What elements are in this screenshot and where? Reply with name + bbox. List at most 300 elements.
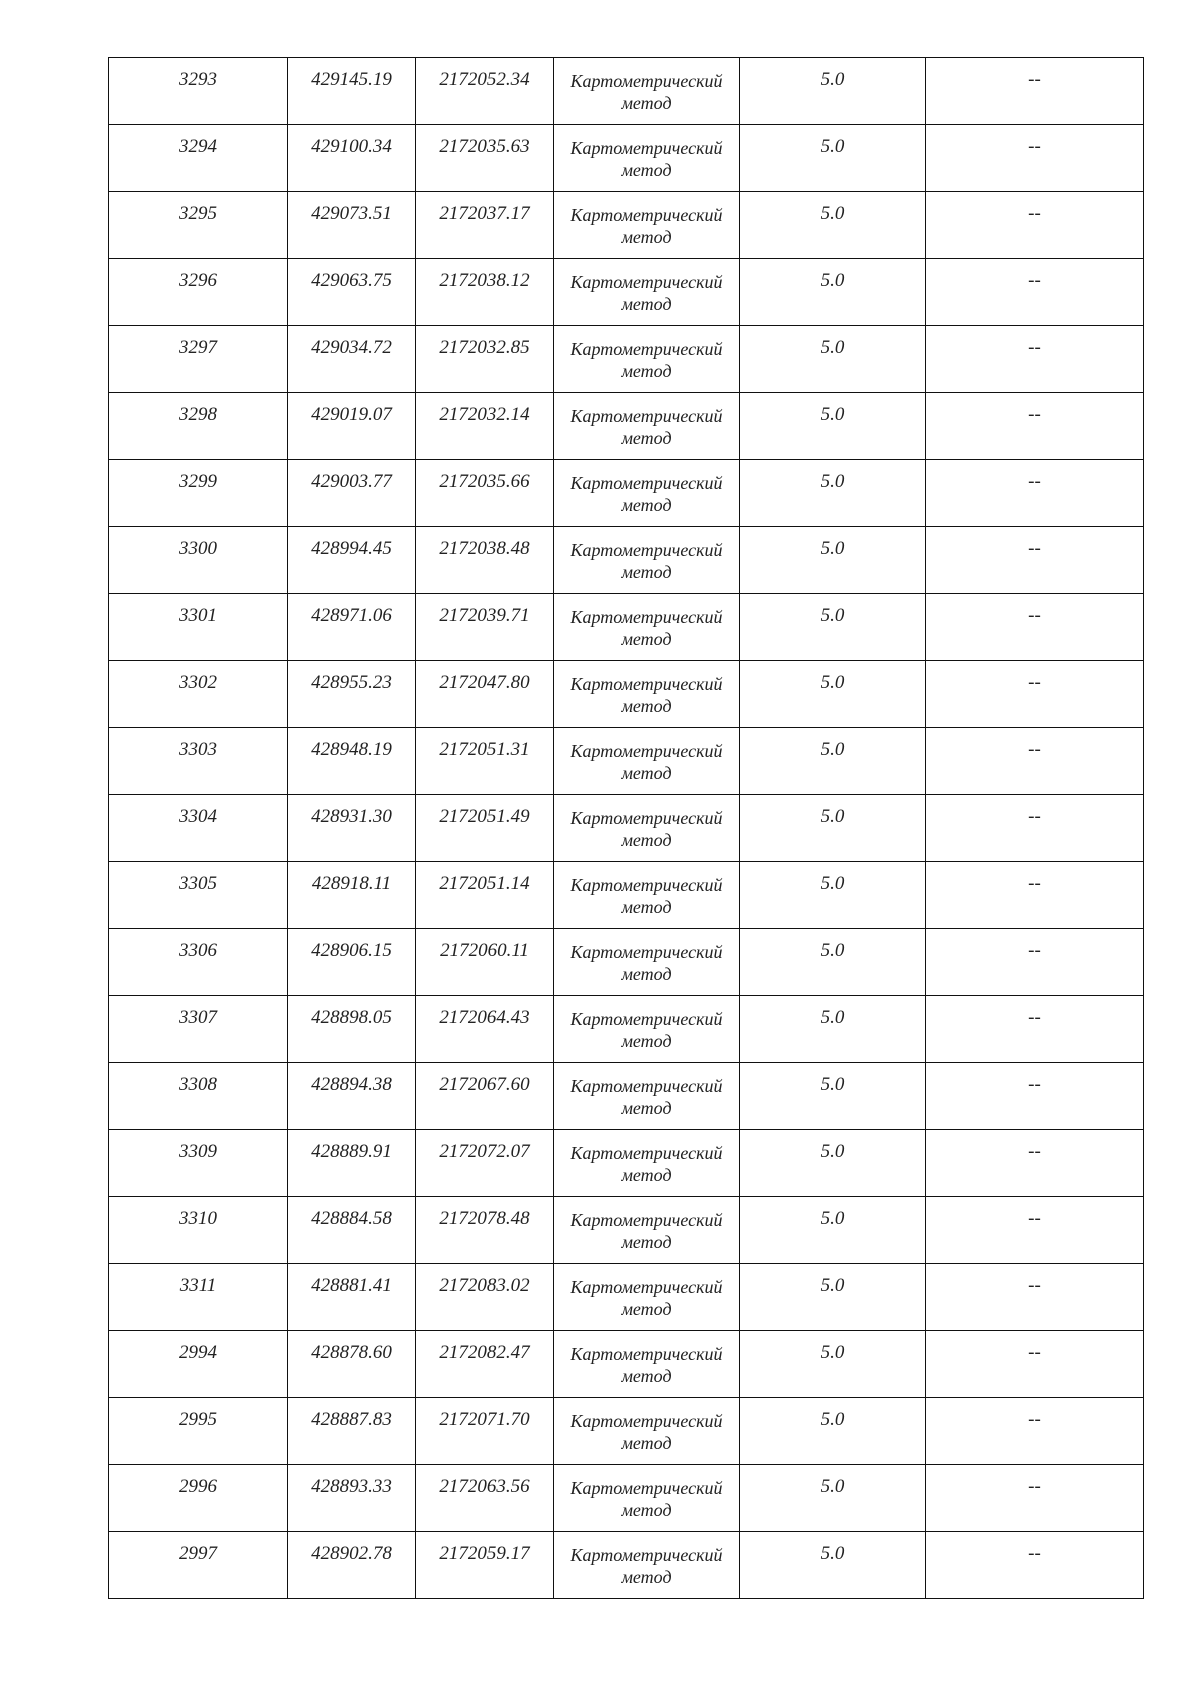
accuracy-cell-text: 5.0 (820, 136, 845, 157)
y-coordinate-cell-text: 2172060.11 (440, 940, 529, 961)
x-coordinate-cell (288, 1197, 416, 1264)
point-number-cell-text: 2994 (179, 1342, 217, 1363)
y-coordinate-cell (416, 1398, 554, 1465)
accuracy-cell-text: 5.0 (820, 270, 845, 291)
accuracy-cell (740, 862, 926, 929)
method-cell-text: Картометрический метод (570, 1478, 723, 1520)
y-coordinate-cell (416, 1331, 554, 1398)
table-row (109, 1264, 1144, 1331)
note-cell-text: -- (1028, 1342, 1041, 1363)
method-cell (554, 125, 740, 192)
note-cell-text: -- (1028, 538, 1041, 559)
point-number-cell (109, 1197, 288, 1264)
point-number-cell-text: 3306 (179, 940, 217, 961)
table-body (109, 58, 1144, 1599)
accuracy-cell (740, 1465, 926, 1532)
method-cell (554, 661, 740, 728)
point-number-cell-text: 2997 (179, 1543, 217, 1564)
point-number-cell-text: 3310 (179, 1208, 217, 1229)
accuracy-cell (740, 1130, 926, 1197)
note-cell-text: -- (1028, 1543, 1041, 1564)
method-cell (554, 1331, 740, 1398)
point-number-cell-text: 3295 (179, 203, 217, 224)
method-cell-text: Картометрический метод (570, 1277, 723, 1319)
accuracy-cell-text: 5.0 (820, 1141, 845, 1162)
method-cell (554, 1063, 740, 1130)
method-cell-text: Картометрический метод (570, 1143, 723, 1185)
note-cell-text: -- (1028, 1074, 1041, 1095)
note-cell (926, 1264, 1144, 1331)
x-coordinate-cell-text: 428881.41 (311, 1275, 392, 1296)
table-row (109, 929, 1144, 996)
point-number-cell-text: 3294 (179, 136, 217, 157)
y-coordinate-cell (416, 460, 554, 527)
point-number-cell (109, 1331, 288, 1398)
x-coordinate-cell (288, 58, 416, 125)
point-number-cell-text: 3305 (179, 873, 217, 894)
y-coordinate-cell-text: 2172071.70 (439, 1409, 530, 1430)
accuracy-cell-text: 5.0 (820, 203, 845, 224)
method-cell (554, 728, 740, 795)
method-cell (554, 1197, 740, 1264)
note-cell (926, 527, 1144, 594)
y-coordinate-cell-text: 2172072.07 (439, 1141, 530, 1162)
x-coordinate-cell-text: 429019.07 (311, 404, 392, 425)
x-coordinate-cell (288, 996, 416, 1063)
y-coordinate-cell-text: 2172083.02 (439, 1275, 530, 1296)
accuracy-cell (740, 1398, 926, 1465)
accuracy-cell-text: 5.0 (820, 672, 845, 693)
point-number-cell-text: 3304 (179, 806, 217, 827)
accuracy-cell (740, 594, 926, 661)
point-number-cell (109, 1130, 288, 1197)
note-cell (926, 728, 1144, 795)
x-coordinate-cell (288, 1465, 416, 1532)
y-coordinate-cell-text: 2172082.47 (439, 1342, 530, 1363)
method-cell (554, 527, 740, 594)
note-cell-text: -- (1028, 873, 1041, 894)
point-number-cell (109, 1532, 288, 1599)
x-coordinate-cell (288, 929, 416, 996)
y-coordinate-cell (416, 1465, 554, 1532)
method-cell-text: Картометрический метод (570, 1076, 723, 1118)
y-coordinate-cell (416, 661, 554, 728)
method-cell-text: Картометрический метод (570, 1210, 723, 1252)
note-cell (926, 192, 1144, 259)
coordinates-table (108, 57, 1144, 1599)
accuracy-cell (740, 1264, 926, 1331)
x-coordinate-cell-text: 429003.77 (311, 471, 392, 492)
method-cell (554, 1264, 740, 1331)
accuracy-cell-text: 5.0 (820, 1208, 845, 1229)
note-cell-text: -- (1028, 404, 1041, 425)
accuracy-cell-text: 5.0 (820, 337, 845, 358)
method-cell (554, 795, 740, 862)
method-cell (554, 929, 740, 996)
accuracy-cell (740, 929, 926, 996)
x-coordinate-cell-text: 429145.19 (311, 69, 392, 90)
y-coordinate-cell (416, 728, 554, 795)
y-coordinate-cell-text: 2172064.43 (439, 1007, 530, 1028)
note-cell-text: -- (1028, 136, 1041, 157)
note-cell-text: -- (1028, 739, 1041, 760)
table-row (109, 1063, 1144, 1130)
note-cell-text: -- (1028, 1409, 1041, 1430)
y-coordinate-cell-text: 2172032.14 (439, 404, 530, 425)
point-number-cell (109, 192, 288, 259)
note-cell-text: -- (1028, 1007, 1041, 1028)
y-coordinate-cell (416, 996, 554, 1063)
point-number-cell (109, 996, 288, 1063)
x-coordinate-cell-text: 428889.91 (311, 1141, 392, 1162)
y-coordinate-cell-text: 2172038.12 (439, 270, 530, 291)
point-number-cell-text: 3303 (179, 739, 217, 760)
point-number-cell (109, 1398, 288, 1465)
accuracy-cell-text: 5.0 (820, 538, 845, 559)
note-cell-text: -- (1028, 806, 1041, 827)
note-cell (926, 1130, 1144, 1197)
note-cell-text: -- (1028, 940, 1041, 961)
method-cell (554, 1465, 740, 1532)
y-coordinate-cell (416, 1063, 554, 1130)
point-number-cell (109, 1465, 288, 1532)
table-row (109, 58, 1144, 125)
method-cell-text: Картометрический метод (570, 71, 723, 113)
y-coordinate-cell (416, 326, 554, 393)
point-number-cell (109, 393, 288, 460)
accuracy-cell (740, 259, 926, 326)
method-cell-text: Картометрический метод (570, 741, 723, 783)
y-coordinate-cell (416, 929, 554, 996)
method-cell-text: Картометрический метод (570, 473, 723, 515)
y-coordinate-cell-text: 2172051.14 (439, 873, 530, 894)
x-coordinate-cell-text: 428884.58 (311, 1208, 392, 1229)
x-coordinate-cell (288, 1532, 416, 1599)
point-number-cell-text: 3296 (179, 270, 217, 291)
x-coordinate-cell (288, 1331, 416, 1398)
method-cell-text: Картометрический метод (570, 205, 723, 247)
x-coordinate-cell (288, 125, 416, 192)
point-number-cell (109, 795, 288, 862)
accuracy-cell (740, 1197, 926, 1264)
x-coordinate-cell-text: 428931.30 (311, 806, 392, 827)
accuracy-cell (740, 326, 926, 393)
method-cell (554, 594, 740, 661)
method-cell-text: Картометрический метод (570, 339, 723, 381)
note-cell (926, 862, 1144, 929)
point-number-cell (109, 661, 288, 728)
method-cell (554, 460, 740, 527)
y-coordinate-cell-text: 2172078.48 (439, 1208, 530, 1229)
note-cell (926, 58, 1144, 125)
note-cell (926, 1398, 1144, 1465)
method-cell (554, 1130, 740, 1197)
y-coordinate-cell (416, 1197, 554, 1264)
y-coordinate-cell (416, 795, 554, 862)
y-coordinate-cell (416, 527, 554, 594)
y-coordinate-cell (416, 862, 554, 929)
x-coordinate-cell (288, 527, 416, 594)
method-cell-text: Картометрический метод (570, 1009, 723, 1051)
x-coordinate-cell (288, 1398, 416, 1465)
point-number-cell-text: 2996 (179, 1476, 217, 1497)
point-number-cell-text: 3300 (179, 538, 217, 559)
x-coordinate-cell (288, 594, 416, 661)
accuracy-cell (740, 460, 926, 527)
x-coordinate-cell (288, 1130, 416, 1197)
x-coordinate-cell-text: 428898.05 (311, 1007, 392, 1028)
accuracy-cell (740, 393, 926, 460)
method-cell (554, 996, 740, 1063)
accuracy-cell-text: 5.0 (820, 1007, 845, 1028)
point-number-cell (109, 58, 288, 125)
y-coordinate-cell-text: 2172047.80 (439, 672, 530, 693)
x-coordinate-cell-text: 428878.60 (311, 1342, 392, 1363)
method-cell-text: Картометрический метод (570, 1344, 723, 1386)
accuracy-cell (740, 795, 926, 862)
method-cell-text: Картометрический метод (570, 808, 723, 850)
y-coordinate-cell (416, 125, 554, 192)
note-cell (926, 259, 1144, 326)
table-row (109, 259, 1144, 326)
note-cell-text: -- (1028, 69, 1041, 90)
x-coordinate-cell-text: 428918.11 (311, 873, 392, 894)
point-number-cell (109, 728, 288, 795)
accuracy-cell-text: 5.0 (820, 1074, 845, 1095)
x-coordinate-cell-text: 428902.78 (311, 1543, 392, 1564)
accuracy-cell (740, 192, 926, 259)
method-cell-text: Картометрический метод (570, 875, 723, 917)
accuracy-cell-text: 5.0 (820, 873, 845, 894)
accuracy-cell (740, 1532, 926, 1599)
accuracy-cell-text: 5.0 (820, 605, 845, 626)
point-number-cell-text: 3299 (179, 471, 217, 492)
note-cell-text: -- (1028, 270, 1041, 291)
note-cell (926, 326, 1144, 393)
x-coordinate-cell (288, 1264, 416, 1331)
accuracy-cell (740, 58, 926, 125)
x-coordinate-cell-text: 428971.06 (311, 605, 392, 626)
table-row (109, 125, 1144, 192)
method-cell-text: Картометрический метод (570, 406, 723, 448)
table-row (109, 728, 1144, 795)
point-number-cell (109, 1063, 288, 1130)
accuracy-cell-text: 5.0 (820, 69, 845, 90)
note-cell (926, 460, 1144, 527)
point-number-cell-text: 3297 (179, 337, 217, 358)
point-number-cell-text: 3307 (179, 1007, 217, 1028)
note-cell-text: -- (1028, 1208, 1041, 1229)
method-cell-text: Картометрический метод (570, 942, 723, 984)
x-coordinate-cell-text: 428887.83 (311, 1409, 392, 1430)
table-row (109, 661, 1144, 728)
method-cell-text: Картометрический метод (570, 1411, 723, 1453)
x-coordinate-cell (288, 795, 416, 862)
y-coordinate-cell (416, 1532, 554, 1599)
note-cell-text: -- (1028, 1141, 1041, 1162)
x-coordinate-cell-text: 429034.72 (311, 337, 392, 358)
table-row (109, 1465, 1144, 1532)
point-number-cell (109, 259, 288, 326)
y-coordinate-cell (416, 259, 554, 326)
table-row (109, 1532, 1144, 1599)
method-cell-text: Картометрический метод (570, 674, 723, 716)
method-cell-text: Картометрический метод (570, 607, 723, 649)
point-number-cell-text: 3298 (179, 404, 217, 425)
table-row (109, 594, 1144, 661)
accuracy-cell-text: 5.0 (820, 1275, 845, 1296)
table-row (109, 862, 1144, 929)
point-number-cell (109, 594, 288, 661)
accuracy-cell (740, 996, 926, 1063)
table-row (109, 1130, 1144, 1197)
note-cell (926, 1063, 1144, 1130)
note-cell-text: -- (1028, 672, 1041, 693)
point-number-cell (109, 125, 288, 192)
y-coordinate-cell-text: 2172059.17 (439, 1543, 530, 1564)
x-coordinate-cell-text: 429100.34 (311, 136, 392, 157)
accuracy-cell (740, 527, 926, 594)
note-cell (926, 996, 1144, 1063)
accuracy-cell-text: 5.0 (820, 404, 845, 425)
x-coordinate-cell-text: 428906.15 (311, 940, 392, 961)
table-row (109, 393, 1144, 460)
table-row (109, 192, 1144, 259)
x-coordinate-cell (288, 1063, 416, 1130)
y-coordinate-cell-text: 2172032.85 (439, 337, 530, 358)
x-coordinate-cell-text: 429063.75 (311, 270, 392, 291)
note-cell (926, 1197, 1144, 1264)
accuracy-cell-text: 5.0 (820, 806, 845, 827)
point-number-cell-text: 3293 (179, 69, 217, 90)
y-coordinate-cell-text: 2172063.56 (439, 1476, 530, 1497)
note-cell-text: -- (1028, 1476, 1041, 1497)
accuracy-cell-text: 5.0 (820, 1409, 845, 1430)
point-number-cell-text: 3308 (179, 1074, 217, 1095)
method-cell-text: Картометрический метод (570, 1545, 723, 1587)
accuracy-cell-text: 5.0 (820, 471, 845, 492)
accuracy-cell-text: 5.0 (820, 1476, 845, 1497)
y-coordinate-cell (416, 393, 554, 460)
table-row (109, 1398, 1144, 1465)
y-coordinate-cell-text: 2172039.71 (439, 605, 530, 626)
method-cell (554, 393, 740, 460)
x-coordinate-cell-text: 428948.19 (311, 739, 392, 760)
method-cell-text: Картометрический метод (570, 138, 723, 180)
point-number-cell-text: 3311 (179, 1275, 217, 1296)
note-cell-text: -- (1028, 471, 1041, 492)
x-coordinate-cell (288, 460, 416, 527)
x-coordinate-cell-text: 429073.51 (311, 203, 392, 224)
x-coordinate-cell (288, 326, 416, 393)
table-row (109, 326, 1144, 393)
y-coordinate-cell-text: 2172038.48 (439, 538, 530, 559)
note-cell (926, 1532, 1144, 1599)
point-number-cell (109, 460, 288, 527)
accuracy-cell (740, 1063, 926, 1130)
x-coordinate-cell (288, 192, 416, 259)
y-coordinate-cell-text: 2172052.34 (439, 69, 530, 90)
x-coordinate-cell-text: 428894.38 (311, 1074, 392, 1095)
y-coordinate-cell-text: 2172051.49 (439, 806, 530, 827)
table-row (109, 795, 1144, 862)
accuracy-cell (740, 125, 926, 192)
table-row (109, 527, 1144, 594)
note-cell-text: -- (1028, 1275, 1041, 1296)
note-cell (926, 393, 1144, 460)
y-coordinate-cell (416, 192, 554, 259)
y-coordinate-cell-text: 2172051.31 (439, 739, 530, 760)
y-coordinate-cell (416, 1264, 554, 1331)
accuracy-cell (740, 728, 926, 795)
x-coordinate-cell-text: 428994.45 (311, 538, 392, 559)
note-cell (926, 125, 1144, 192)
point-number-cell (109, 1264, 288, 1331)
x-coordinate-cell (288, 862, 416, 929)
point-number-cell (109, 862, 288, 929)
method-cell-text: Картометрический метод (570, 272, 723, 314)
method-cell (554, 1532, 740, 1599)
y-coordinate-cell-text: 2172035.63 (439, 136, 530, 157)
accuracy-cell (740, 661, 926, 728)
accuracy-cell (740, 1331, 926, 1398)
note-cell (926, 795, 1144, 862)
x-coordinate-cell (288, 661, 416, 728)
point-number-cell (109, 929, 288, 996)
method-cell (554, 862, 740, 929)
y-coordinate-cell-text: 2172035.66 (439, 471, 530, 492)
method-cell (554, 58, 740, 125)
table-row (109, 1197, 1144, 1264)
note-cell (926, 594, 1144, 661)
x-coordinate-cell (288, 259, 416, 326)
method-cell (554, 1398, 740, 1465)
table-row (109, 996, 1144, 1063)
y-coordinate-cell (416, 58, 554, 125)
x-coordinate-cell (288, 393, 416, 460)
note-cell-text: -- (1028, 337, 1041, 358)
point-number-cell-text: 3301 (179, 605, 217, 626)
note-cell (926, 1331, 1144, 1398)
table-row (109, 460, 1144, 527)
method-cell-text: Картометрический метод (570, 540, 723, 582)
point-number-cell (109, 326, 288, 393)
accuracy-cell-text: 5.0 (820, 940, 845, 961)
table-row (109, 1331, 1144, 1398)
note-cell (926, 929, 1144, 996)
accuracy-cell-text: 5.0 (820, 1543, 845, 1564)
point-number-cell-text: 3309 (179, 1141, 217, 1162)
y-coordinate-cell-text: 2172037.17 (439, 203, 530, 224)
accuracy-cell-text: 5.0 (820, 739, 845, 760)
accuracy-cell-text: 5.0 (820, 1342, 845, 1363)
method-cell (554, 326, 740, 393)
x-coordinate-cell (288, 728, 416, 795)
note-cell-text: -- (1028, 605, 1041, 626)
x-coordinate-cell-text: 428893.33 (311, 1476, 392, 1497)
method-cell (554, 259, 740, 326)
point-number-cell-text: 3302 (179, 672, 217, 693)
y-coordinate-cell (416, 1130, 554, 1197)
note-cell (926, 661, 1144, 728)
note-cell (926, 1465, 1144, 1532)
method-cell (554, 192, 740, 259)
point-number-cell-text: 2995 (179, 1409, 217, 1430)
y-coordinate-cell (416, 594, 554, 661)
note-cell-text: -- (1028, 203, 1041, 224)
x-coordinate-cell-text: 428955.23 (311, 672, 392, 693)
y-coordinate-cell-text: 2172067.60 (439, 1074, 530, 1095)
